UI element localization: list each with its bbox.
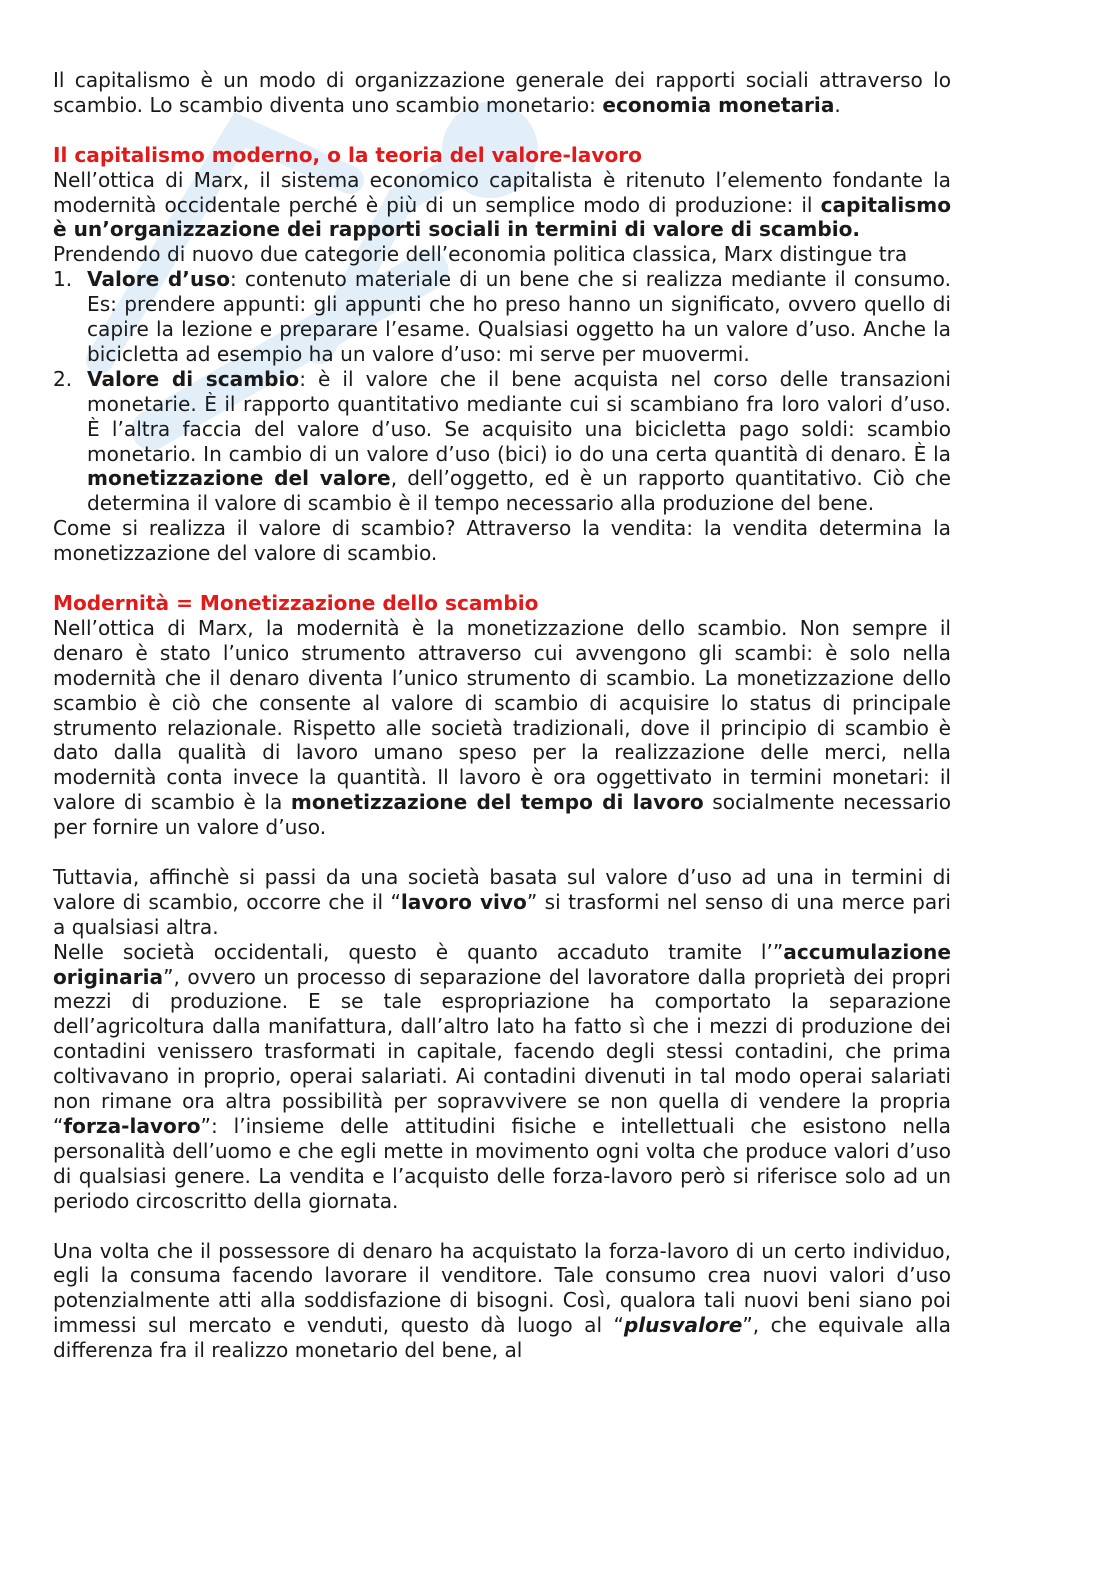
- bold-term: capitalismo è un’organizzazione dei rapporti sociali in termini di valore di scambio.: [53, 192, 951, 242]
- paragraph: Una volta che il possessore di denaro ha acquistato la forza-lavoro di un certo individuo, egli la consuma facendo lavorare il venditore. Tale consumo crea nuovi valori d’uso potenzialmente atti alla soddisfazione di bisogni. Così, qualora tali nuovi beni siano poi immessi sul mercato e venduti, questo dà luogo al “plusvalore”, che equivale alla differenza fra il realizzo monetario del bene, al: [53, 1238, 951, 1363]
- bold-term: lavoro vivo: [400, 889, 527, 914]
- bold-term: forza-lavoro: [63, 1114, 201, 1139]
- bold-term: Valore d’uso: [87, 267, 231, 292]
- blank-line: [53, 118, 951, 143]
- document-page: [53, 68, 951, 1363]
- list-item: 2. Valore di scambio: è il valore che il bene acquista nel corso delle transazioni monetarie. È il rapporto quantitativo mediante cui si scambiano fra loro valori d’uso. È l’altra faccia del valore d’uso. Se acquisito una bicicletta pago soldi: scambio monetario. In cambio di un valore d’uso (bici) io do una certa quantità di denaro. È la monetizzazione del valore, dell’oggetto, ed è un rapporto quantitativo. Ciò che determina il valore di scambio è il tempo necessario alla produzione del bene.: [53, 366, 952, 516]
- bold-term: accumulazione originaria: [53, 939, 951, 989]
- list-number: 2.: [53, 366, 73, 391]
- paragraph: Nelle società occidentali, questo è quanto accaduto tramite l’”accumulazione originaria”, ovvero un processo di separazione del lavoratore dalla proprietà dei propri mezzi di produzione. E se tale espropriazione ha comportato la separazione dell’agricoltura dalla manifattura, dall’altro lato ha fatto sì che i mezzi di produzione dei contadini venissero trasformati in capitale, facendo degli stessi contadini, che prima coltivavano in proprio, operai salariati. Ai contadini divenuti in tal modo operai salariati non rimane ora altra possibilità per sopravvivere se non quella di vendere la propria “forza-lavoro”: l’insieme delle attitudini fisiche e intellettuali che esistono nella personalità dell’uomo e che egli mette in movimento ogni volta che produce valori d’uso di qualsiasi genere. La vendita e l’acquisto delle forza-lavoro però si riferisce solo ad un periodo circoscritto della giornata.: [53, 939, 951, 1213]
- blank-line: [53, 1214, 951, 1239]
- bold-term: monetizzazione del valore: [87, 466, 391, 491]
- blank-line: [53, 840, 951, 865]
- bold-term: monetizzazione del tempo di lavoro: [290, 790, 704, 815]
- paragraph: Nell’ottica di Marx, il sistema economico capitalista è ritenuto l’elemento fondante la modernità occidentale perché è più di un semplice modo di produzione: il capitalismo è un’organizzazione dei rapporti sociali in termini di valore di scambio.: [53, 167, 951, 242]
- paragraph: Nell’ottica di Marx, la modernità è la monetizzazione dello scambio. Non sempre il denaro è stato l’unico strumento attraverso cui avvengono gli scambi: è solo nella modernità che il denaro diventa l’unico strumento di scambio. La monetizzazione dello scambio è ciò che consente al valore di scambio di acquisire lo status di principale strumento relazionale. Rispetto alle società tradizionali, dove il principio di scambio è dato dalla qualità di lavoro umano speso per la realizzazione delle merci, nella modernità conta invece la quantità. Il lavoro è ora oggettivato in termini monetari: il valore di scambio è la monetizzazione del tempo di lavoro socialmente necessario per fornire un valore d’uso.: [53, 615, 952, 840]
- bold-italic-term: plusvalore: [623, 1313, 743, 1338]
- list-number: 1.: [53, 267, 73, 292]
- paragraph: Come si realizza il valore di scambio? Attraverso la vendita: la vendita determina la monetizzazione del valore di scambio.: [53, 516, 951, 566]
- paragraph: Tuttavia, affinchè si passi da una società basata sul valore d’uso ad una in termini di valore di scambio, occorre che il “lavoro vivo” si trasformi nel senso di una merce pari a qualsiasi altra.: [53, 864, 952, 939]
- intro-paragraph: Il capitalismo è un modo di organizzazione generale dei rapporti sociali attraverso lo scambio. Lo scambio diventa uno scambio monetario: economia monetaria.: [53, 68, 951, 117]
- list-item: 1. Valore d’uso: contenuto materiale di un bene che si realizza mediante il consumo. Es: prendere appunti: gli appunti che ho preso hanno un significato, ovvero quello di capire la lezione e preparare l’esame. Qualsiasi oggetto ha un valore d’uso. Anche la bicicletta ad esempio ha un valore d’uso: mi serve per muovermi.: [53, 267, 951, 366]
- section-heading: Il capitalismo moderno, o la teoria del valore-lavoro: [53, 142, 642, 167]
- bold-term: economia monetaria: [602, 92, 835, 117]
- section-heading: Modernità = Monetizzazione dello scambio: [53, 591, 539, 615]
- paragraph: Prendendo di nuovo due categorie dell’economia politica classica, Marx distingue tra: [53, 242, 908, 267]
- bold-term: Valore di scambio: [87, 366, 300, 391]
- blank-line: [53, 566, 951, 591]
